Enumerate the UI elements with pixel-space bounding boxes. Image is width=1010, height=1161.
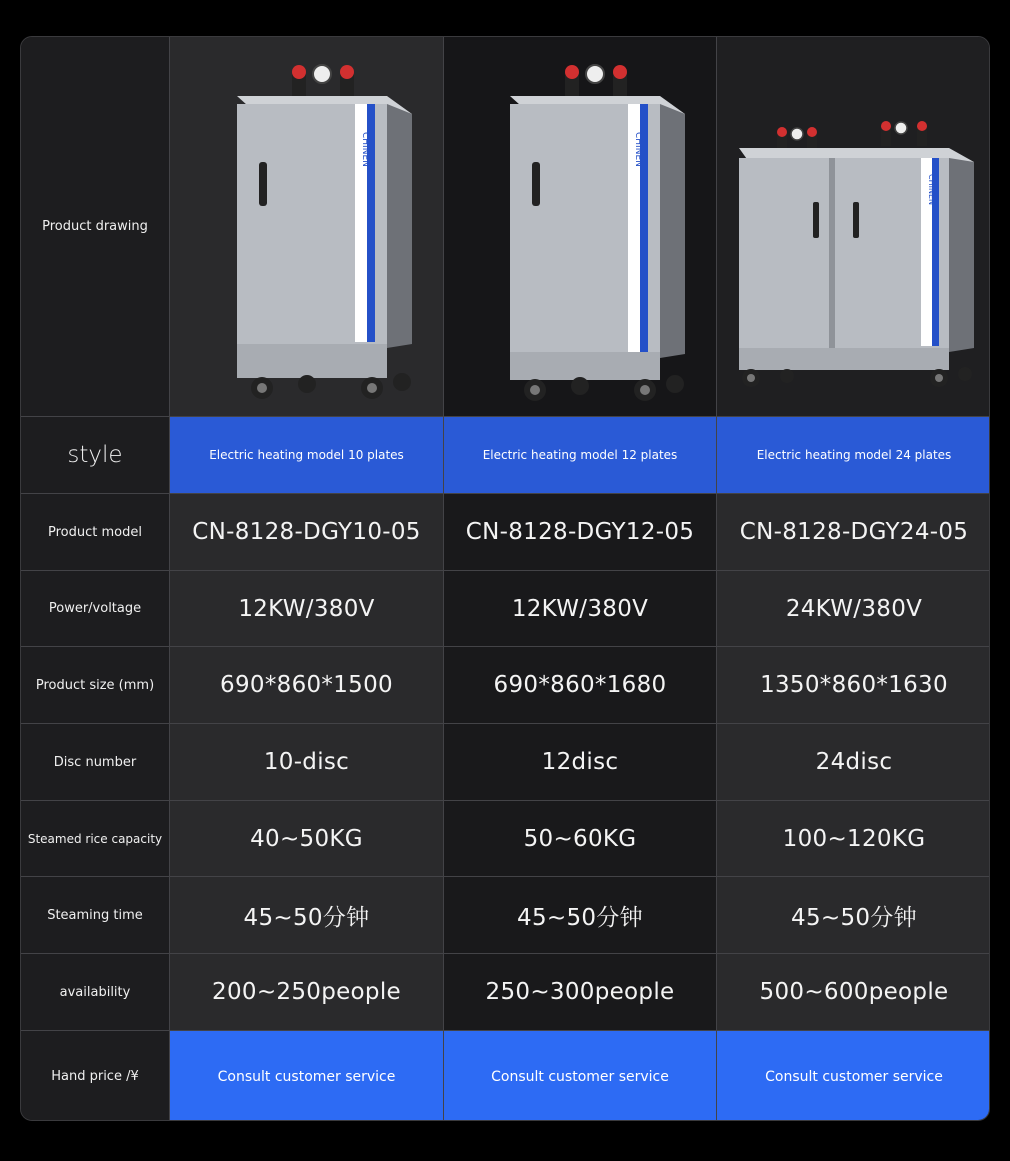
size-value-12: 690*860*1680 [444, 647, 717, 724]
availability-value-10: 200~250people [170, 954, 444, 1031]
time-value-24: 45~50分钟 [717, 877, 990, 954]
consult-button-12[interactable]: Consult customer service [444, 1031, 717, 1121]
capacity-row [21, 801, 990, 877]
style-value-10: Electric heating model 10 plates [170, 417, 444, 494]
availability-value-24: 500~600people [717, 954, 990, 1031]
disc-label: Disc number [21, 724, 170, 801]
power-value-10: 12KW/380V [170, 571, 444, 647]
time-label: Steaming time [21, 877, 170, 954]
disc-value-12: 12disc [444, 724, 717, 801]
availability-value-12: 250~300people [444, 954, 717, 1031]
availability-label: availability [21, 954, 170, 1031]
consult-button-24[interactable]: Consult customer service [717, 1031, 990, 1121]
time-value-12: 45~50分钟 [444, 877, 717, 954]
model-value-10: CN-8128-DGY10-05 [170, 494, 444, 571]
disc-value-24: 24disc [717, 724, 990, 801]
steamer-cabinet-24-image [729, 52, 979, 402]
drawing-label: Product drawing [21, 37, 170, 417]
power-value-24: 24KW/380V [717, 571, 990, 647]
brand-label: CHINEN [359, 131, 370, 167]
model-row [21, 494, 990, 571]
size-row [21, 647, 990, 724]
style-label: style [21, 417, 170, 494]
size-value-10: 690*860*1500 [170, 647, 444, 724]
time-row [21, 877, 990, 954]
power-row [21, 571, 990, 647]
steamer-cabinet-12-image [470, 52, 690, 402]
disc-row [21, 724, 990, 801]
size-label: Product size (mm) [21, 647, 170, 724]
product-image-12 [444, 37, 717, 417]
time-value-10: 45~50分钟 [170, 877, 444, 954]
style-value-12: Electric heating model 12 plates [444, 417, 717, 494]
style-row [21, 417, 990, 494]
model-value-24: CN-8128-DGY24-05 [717, 494, 990, 571]
product-image-24 [717, 37, 990, 417]
model-label: Product model [21, 494, 170, 571]
product-image-10 [170, 37, 444, 417]
brand-label: CHINEN [927, 173, 936, 205]
comparison-table [20, 36, 990, 1121]
capacity-value-10: 40~50KG [170, 801, 444, 877]
capacity-label: Steamed rice capacity [21, 801, 170, 877]
price-row [21, 1031, 990, 1121]
drawing-row [21, 37, 990, 417]
capacity-value-24: 100~120KG [717, 801, 990, 877]
power-value-12: 12KW/380V [444, 571, 717, 647]
steamer-cabinet-10-image [197, 52, 417, 402]
size-value-24: 1350*860*1630 [717, 647, 990, 724]
power-label: Power/voltage [21, 571, 170, 647]
disc-value-10: 10-disc [170, 724, 444, 801]
capacity-value-12: 50~60KG [444, 801, 717, 877]
availability-row [21, 954, 990, 1031]
model-value-12: CN-8128-DGY12-05 [444, 494, 717, 571]
brand-label: CHINEN [633, 131, 643, 167]
style-value-24: Electric heating model 24 plates [717, 417, 990, 494]
consult-button-10[interactable]: Consult customer service [170, 1031, 444, 1121]
price-label: Hand price /¥ [21, 1031, 170, 1121]
